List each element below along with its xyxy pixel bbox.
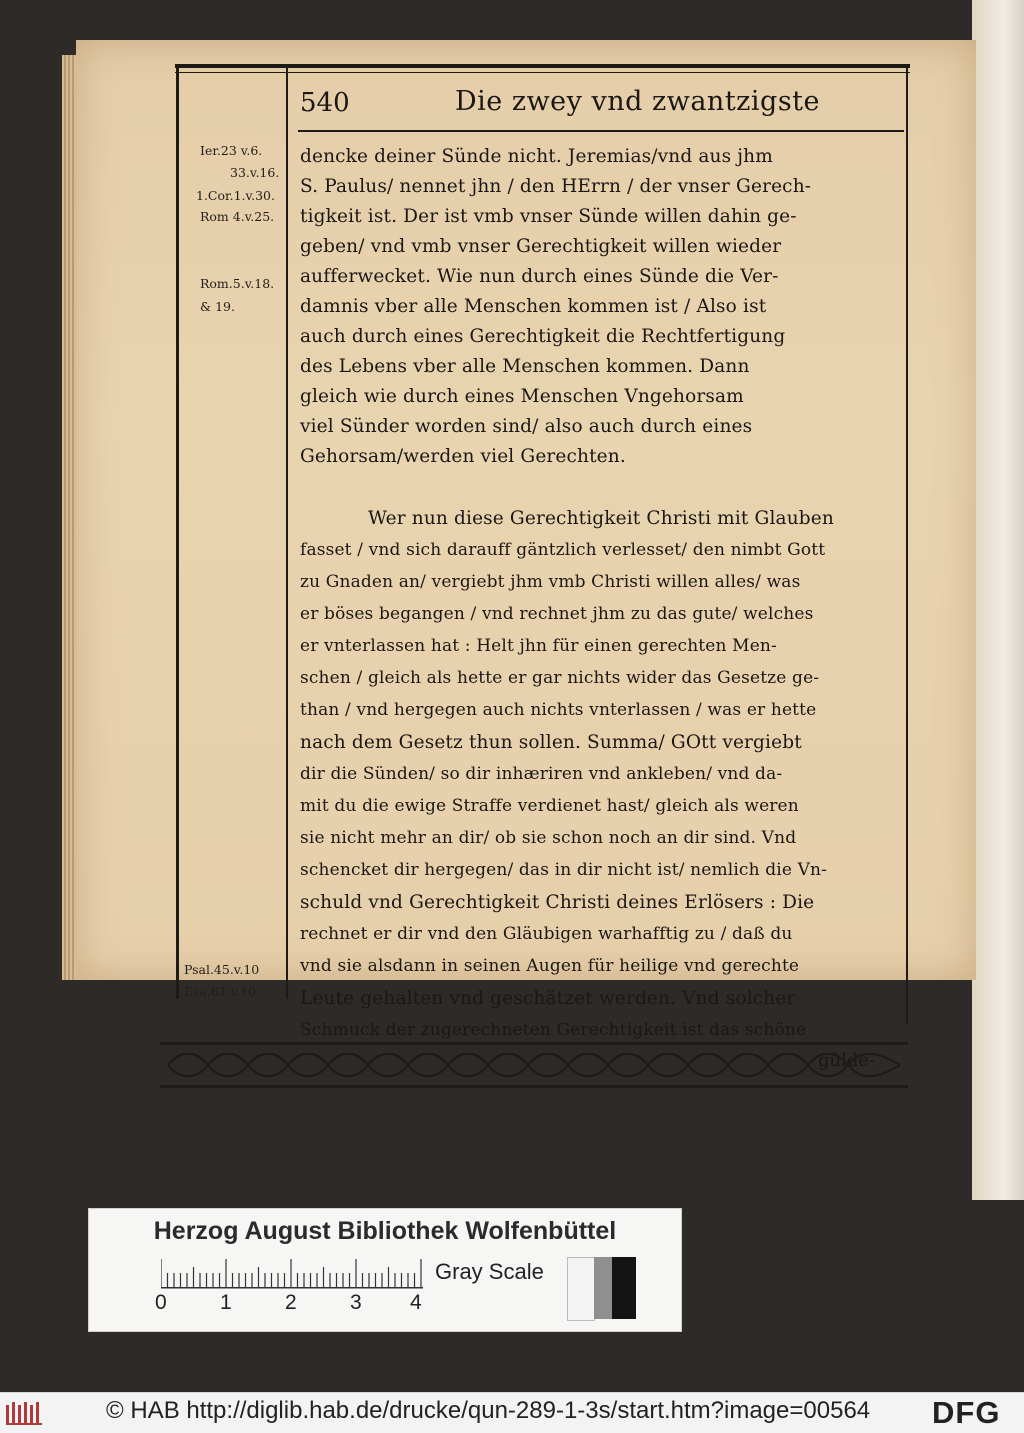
gray-swatch-white: [567, 1257, 595, 1321]
text-line: mit du die ewige Straffe verdienet hast/ gleich als weren: [300, 796, 799, 816]
text-line: geben/ vnd vmb vnser Gerechtigkeit willen wieder: [300, 236, 782, 257]
text-line: viel Sünder worden sind/ also auch durch eines: [300, 416, 753, 437]
color-reference-label: [88, 1208, 682, 1332]
gray-scale-label: Gray Scale: [435, 1259, 544, 1284]
ruler-number: 4: [410, 1291, 422, 1314]
hab-logo-icon: [4, 1399, 46, 1427]
text-line: des Lebens vber alle Menschen kommen. Dann: [300, 356, 750, 377]
frame-left-rule: [176, 64, 179, 999]
dfg-logo: DFG: [932, 1395, 1001, 1430]
text-line: S. Paulus/ nennet jhn / den HErrn / der vnser Gerech-: [300, 176, 812, 197]
frame-right-rule: [906, 64, 908, 1024]
margin-note: Rom.5.v.18.: [200, 276, 275, 291]
text-line: rechnet er dir vnd den Gläubigen warhafftig zu / daß du: [300, 924, 793, 944]
text-line: Gehorsam/werden viel Gerechten.: [300, 446, 626, 467]
footer-bar: [0, 1392, 1024, 1433]
copyright-url[interactable]: © HAB http://diglib.hab.de/drucke/qun-289-1-3s/start.htm?image=00564: [106, 1397, 871, 1424]
margin-note: 1.Cor.1.v.30.: [196, 188, 275, 203]
text-line: er böses begangen / vnd rechnet jhm zu das gute/ welches: [300, 604, 814, 624]
margin-note: Esa.61.v.10.: [184, 984, 261, 999]
text-line: dir die Sünden/ so dir inhæriren vnd ankleben/ vnd da-: [300, 764, 783, 784]
text-line: Leute gehalten vnd geschätzet werden. Vnd solcher: [300, 988, 796, 1009]
text-line: schuld vnd Gerechtigkeit Christi deines Erlösers : Die: [300, 892, 815, 913]
text-line: Wer nun diese Gerechtigkeit Christi mit Glauben: [368, 508, 834, 529]
text-line: nach dem Gesetz thun sollen. Summa/ GOtt vergiebt: [300, 732, 802, 753]
margin-note: Ier.23 v.6.: [200, 143, 263, 158]
library-name: Herzog August Bibliothek Wolfenbüttel: [153, 1217, 617, 1245]
margin-note: & 19.: [200, 299, 235, 314]
text-line: tigkeit ist. Der ist vmb vnser Sünde willen dahin ge-: [300, 206, 797, 227]
ruler-icon: [161, 1259, 423, 1289]
text-line: damnis vber alle Menschen kommen ist / Also ist: [300, 296, 767, 317]
ornament-border-icon: [160, 1042, 908, 1088]
margin-note: Psal.45.v.10: [184, 962, 260, 977]
text-line: aufferwecket. Wie nun durch eines Sünde die Ver-: [300, 266, 779, 287]
ruler-number: 3: [350, 1291, 362, 1314]
ruler-number: 2: [285, 1291, 297, 1314]
text-line: auch durch eines Gerechtigkeit die Rechtfertigung: [300, 326, 786, 347]
running-head: Die zwey vnd zwantzigste: [455, 86, 821, 117]
header-rule: [298, 130, 904, 132]
margin-divider-rule: [286, 64, 288, 999]
page-number: 540: [300, 88, 350, 118]
margin-note: Rom 4.v.25.: [200, 209, 275, 224]
ruler-number: 0: [155, 1291, 167, 1314]
text-line: than / vnd hergegen auch nichts vnterlassen / was er hette: [300, 700, 817, 720]
gray-swatch-black: [612, 1257, 636, 1319]
text-line: er vnterlassen hat : Helt jhn für einen gerechten Men-: [300, 636, 777, 656]
gray-swatch-mid: [594, 1257, 612, 1319]
text-line: sie nicht mehr an dir/ ob sie schon noch an dir sind. Vnd: [300, 828, 797, 848]
ruler-number: 1: [220, 1291, 232, 1314]
text-line: gleich wie durch eines Menschen Vngehorsam: [300, 386, 744, 407]
text-line: schencket dir hergegen/ das in dir nicht ist/ nemlich die Vn-: [300, 860, 828, 880]
text-line: fasset / vnd sich darauff gäntzlich verlesset/ den nimbt Gott: [300, 540, 826, 560]
facing-page-edge: [972, 0, 1024, 1200]
catchword: gülde-: [818, 1050, 876, 1071]
text-line: schen / gleich als hette er gar nichts wider das Gesetze ge-: [300, 668, 820, 688]
text-line: vnd sie alsdann in seinen Augen für heilige vnd gerechte: [300, 956, 800, 976]
margin-note: 33.v.16.: [230, 165, 280, 180]
text-line: zu Gnaden an/ vergiebt jhm vmb Christi willen alles/ was: [300, 572, 801, 592]
text-line: Schmuck der zugerechneten Gerechtigkeit ist das schöne: [300, 1020, 807, 1040]
text-line: dencke deiner Sünde nicht. Jeremias/vnd aus jhm: [300, 146, 773, 167]
